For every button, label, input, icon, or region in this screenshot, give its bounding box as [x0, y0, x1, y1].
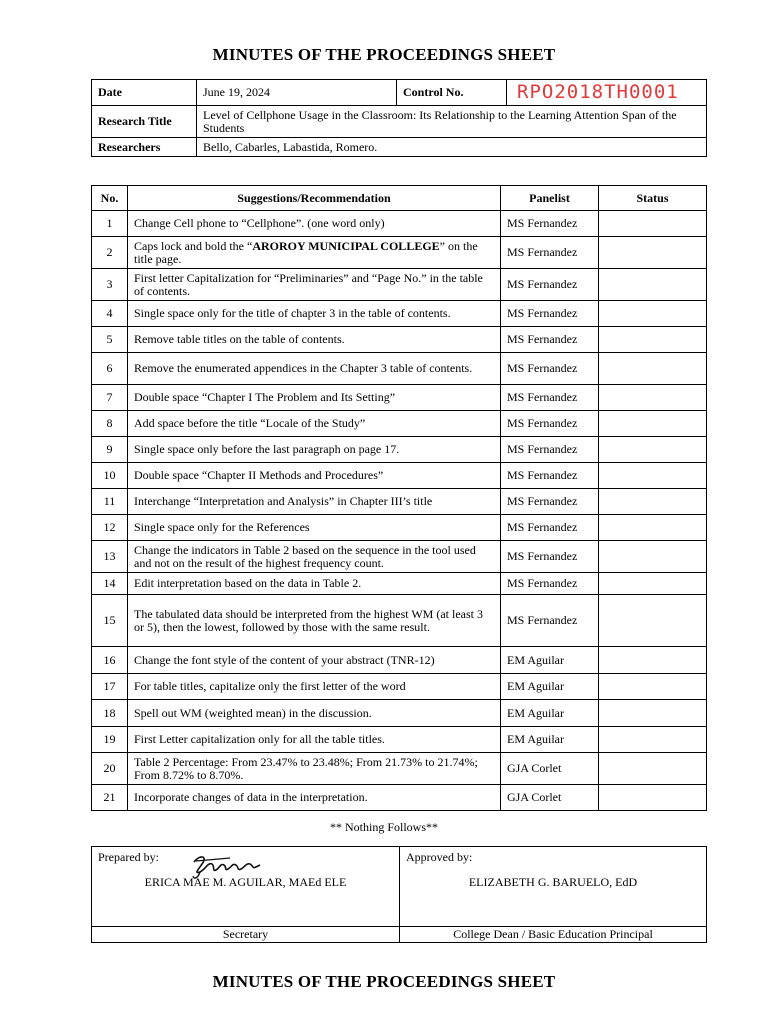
info-table — [91, 79, 707, 157]
row-panelist: MS Fernandez — [501, 573, 599, 595]
prepared-by-name: ERICA MAE M. AGUILAR, MAEd ELE — [144, 875, 347, 889]
row-suggestion: Double space “Chapter I The Problem and Its Setting” — [128, 385, 501, 411]
row-no: 11 — [92, 489, 128, 515]
row-suggestion: Remove the enumerated appendices in the Chapter 3 table of contents. — [128, 353, 501, 385]
row-status — [599, 411, 707, 437]
table-row — [92, 327, 707, 353]
table-row — [92, 753, 707, 785]
row-status — [599, 301, 707, 327]
table-row — [92, 595, 707, 647]
research-title-value: Level of Cellphone Usage in the Classroom: Its Relationship to the Learning Attention Span of the Students — [197, 106, 707, 138]
row-suggestion: Change Cell phone to “Cellphone”. (one word only) — [128, 211, 501, 237]
table-row — [92, 700, 707, 727]
row-no: 2 — [92, 237, 128, 269]
approved-by-name: ELIZABETH G. BARUELO, EdD — [468, 875, 638, 889]
signature-table — [91, 846, 707, 943]
row-suggestion: Remove table titles on the table of contents. — [128, 327, 501, 353]
row-no: 13 — [92, 541, 128, 573]
row-status — [599, 237, 707, 269]
row-panelist: MS Fernandez — [501, 301, 599, 327]
table-row — [92, 515, 707, 541]
row-status — [599, 437, 707, 463]
row-panelist: MS Fernandez — [501, 463, 599, 489]
row-status — [599, 327, 707, 353]
row-panelist: MS Fernandez — [501, 437, 599, 463]
row-suggestion: Edit interpretation based on the data in Table 2. — [128, 573, 501, 595]
suggestion-text: Caps lock and bold the “ — [134, 238, 253, 253]
approved-by-label: Approved by: — [406, 850, 473, 864]
control-label: Control No. — [397, 80, 507, 106]
row-panelist: MS Fernandez — [501, 595, 599, 647]
row-status — [599, 674, 707, 700]
table-row — [92, 727, 707, 753]
row-suggestion: The tabulated data should be interpreted from the highest WM (at least 3 or 5), then the lowest, followed by those with the same result. — [128, 595, 501, 647]
table-row — [92, 647, 707, 674]
row-panelist: EM Aguilar — [501, 727, 599, 753]
approved-by-role: College Dean / Basic Education Principal — [400, 927, 707, 943]
row-no: 18 — [92, 700, 128, 727]
row-panelist: EM Aguilar — [501, 647, 599, 674]
row-suggestion: Single space only before the last paragraph on page 17. — [128, 437, 501, 463]
row-suggestion: First letter Capitalization for “Preliminaries” and “Page No.” in the table of contents. — [128, 269, 501, 301]
row-no: 20 — [92, 753, 128, 785]
suggestion-text: ” on the title page. — [134, 238, 478, 266]
row-panelist: MS Fernandez — [501, 353, 599, 385]
row-status — [599, 573, 707, 595]
table-row — [92, 573, 707, 595]
header-no: No. — [92, 186, 128, 211]
row-panelist: EM Aguilar — [501, 674, 599, 700]
row-no: 16 — [92, 647, 128, 674]
control-value: RPO2018TH0001 — [507, 80, 707, 106]
row-panelist: GJA Corlet — [501, 753, 599, 785]
suggestions-table — [91, 185, 707, 811]
table-row — [92, 489, 707, 515]
row-panelist: MS Fernandez — [501, 541, 599, 573]
row-suggestion: First Letter capitalization only for all the table titles. — [128, 727, 501, 753]
row-no: 3 — [92, 269, 128, 301]
suggestion-bold-text: AROROY MUNICIPAL COLLEGE — [252, 238, 440, 253]
row-no: 7 — [92, 385, 128, 411]
row-suggestion: Double space “Chapter II Methods and Procedures” — [128, 463, 501, 489]
row-status — [599, 515, 707, 541]
table-row — [92, 437, 707, 463]
approved-by-cell — [400, 847, 707, 927]
row-panelist: MS Fernandez — [501, 269, 599, 301]
row-status — [599, 595, 707, 647]
row-status — [599, 647, 707, 674]
handwritten-signature — [190, 852, 262, 882]
page-title-repeat: MINUTES OF THE PROCEEDINGS SHEET — [212, 972, 556, 991]
row-status — [599, 700, 707, 727]
row-no: 5 — [92, 327, 128, 353]
page-title: MINUTES OF THE PROCEEDINGS SHEET — [212, 45, 556, 64]
row-no: 21 — [92, 785, 128, 811]
table-row — [92, 411, 707, 437]
row-no: 10 — [92, 463, 128, 489]
row-panelist: MS Fernandez — [501, 211, 599, 237]
row-panelist: MS Fernandez — [501, 237, 599, 269]
row-suggestion: Change the indicators in Table 2 based on the sequence in the tool used and not on the result of the highest frequency count. — [128, 541, 501, 573]
table-row — [92, 385, 707, 411]
row-panelist: GJA Corlet — [501, 785, 599, 811]
row-suggestion: Add space before the title “Locale of the Study” — [128, 411, 501, 437]
row-no: 14 — [92, 573, 128, 595]
table-row — [92, 269, 707, 301]
row-no: 9 — [92, 437, 128, 463]
table-row — [92, 237, 707, 269]
row-suggestion: For table titles, capitalize only the first letter of the word — [128, 674, 501, 700]
row-suggestion: Incorporate changes of data in the interpretation. — [128, 785, 501, 811]
table-row — [92, 301, 707, 327]
table-row — [92, 463, 707, 489]
row-status — [599, 727, 707, 753]
row-status — [599, 753, 707, 785]
table-row — [92, 541, 707, 573]
row-status — [599, 353, 707, 385]
row-no: 1 — [92, 211, 128, 237]
row-no: 17 — [92, 674, 128, 700]
row-suggestion: Spell out WM (weighted mean) in the discussion. — [128, 700, 501, 727]
row-no: 12 — [92, 515, 128, 541]
table-row — [92, 353, 707, 385]
nothing-follows-note: ** Nothing Follows** — [329, 820, 438, 834]
row-panelist: MS Fernandez — [501, 385, 599, 411]
date-value: June 19, 2024 — [197, 80, 397, 106]
researchers-label: Researchers — [92, 138, 197, 157]
prepared-by-label: Prepared by: — [98, 850, 159, 864]
table-row — [92, 785, 707, 811]
row-panelist: MS Fernandez — [501, 411, 599, 437]
row-no: 8 — [92, 411, 128, 437]
row-suggestion: Single space only for the title of chapter 3 in the table of contents. — [128, 301, 501, 327]
row-suggestion: Interchange “Interpretation and Analysis” in Chapter III’s title — [128, 489, 501, 515]
row-panelist: MS Fernandez — [501, 327, 599, 353]
table-row — [92, 211, 707, 237]
header-status: Status — [599, 186, 707, 211]
row-no: 19 — [92, 727, 128, 753]
row-status — [599, 385, 707, 411]
row-status — [599, 269, 707, 301]
table-body — [92, 211, 707, 811]
row-status — [599, 541, 707, 573]
row-status — [599, 463, 707, 489]
row-status — [599, 211, 707, 237]
row-suggestion — [128, 237, 501, 269]
prepared-by-role: Secretary — [92, 927, 400, 943]
date-label: Date — [92, 80, 197, 106]
researchers-value: Bello, Cabarles, Labastida, Romero. — [197, 138, 707, 157]
row-suggestion: Single space only for the References — [128, 515, 501, 541]
row-no: 4 — [92, 301, 128, 327]
row-status — [599, 785, 707, 811]
row-no: 15 — [92, 595, 128, 647]
research-title-label: Research Title — [92, 106, 197, 138]
row-suggestion: Table 2 Percentage: From 23.47% to 23.48%; From 21.73% to 21.74%; From 8.72% to 8.70%. — [128, 753, 501, 785]
row-status — [599, 489, 707, 515]
row-panelist: EM Aguilar — [501, 700, 599, 727]
row-suggestion: Change the font style of the content of your abstract (TNR-12) — [128, 647, 501, 674]
row-panelist: MS Fernandez — [501, 489, 599, 515]
header-panelist: Panelist — [501, 186, 599, 211]
row-no: 6 — [92, 353, 128, 385]
header-suggestion: Suggestions/Recommendation — [128, 186, 501, 211]
table-row — [92, 674, 707, 700]
row-panelist: MS Fernandez — [501, 515, 599, 541]
